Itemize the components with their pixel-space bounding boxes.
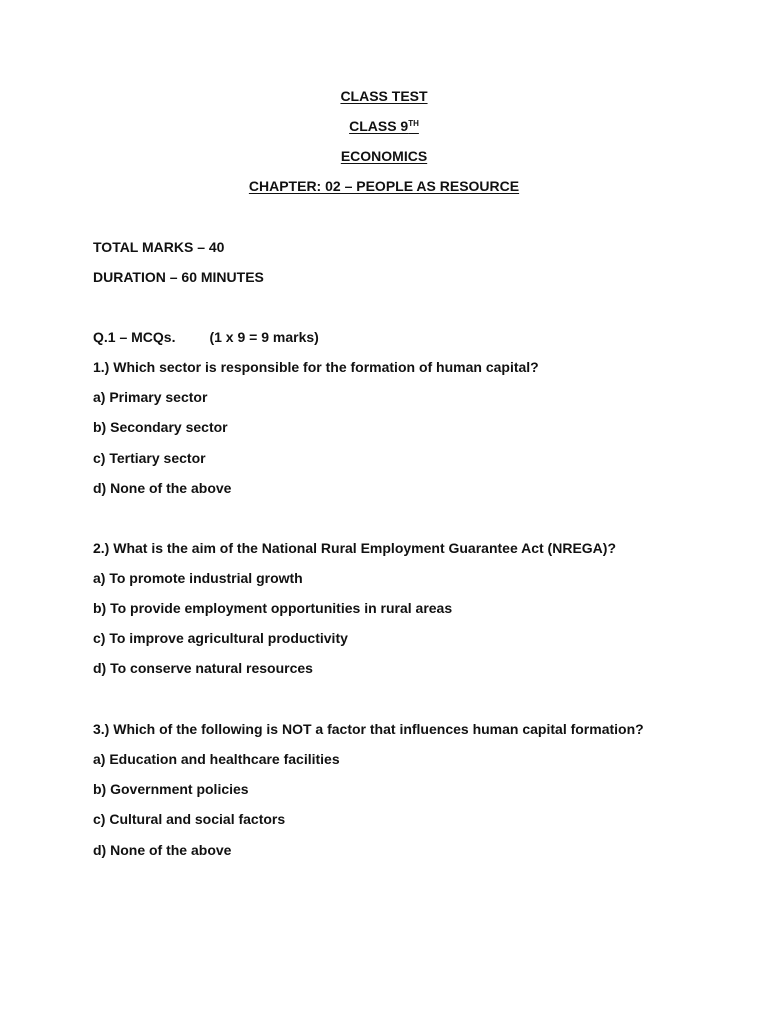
class-number: CLASS 9 <box>349 118 409 134</box>
chapter-line <box>0 177 768 195</box>
duration: DURATION – 60 MINUTES <box>93 269 264 285</box>
test-title: CLASS TEST <box>340 88 428 104</box>
question-2-option-d: d) To conserve natural resources <box>93 660 313 676</box>
question-1: 1.) Which sector is responsible for the formation of human capital? <box>93 359 539 375</box>
question-1-option-d: d) None of the above <box>93 480 232 496</box>
question-1-option-c: c) Tertiary sector <box>93 450 206 466</box>
header-title <box>0 87 768 105</box>
subject-label: ECONOMICS <box>340 148 428 164</box>
subject-line <box>0 147 768 165</box>
question-3-option-b: b) Government policies <box>93 781 249 797</box>
class-line <box>0 117 768 135</box>
question-1-option-a: a) Primary sector <box>93 389 208 405</box>
question-3-option-d: d) None of the above <box>93 842 232 858</box>
section-marks: (1 x 9 = 9 marks) <box>209 329 319 345</box>
section-label: Q.1 – MCQs. <box>93 329 176 345</box>
question-2: 2.) What is the aim of the National Rural Employment Guarantee Act (NREGA)? <box>93 540 616 556</box>
section-heading <box>93 328 319 346</box>
question-1-option-b: b) Secondary sector <box>93 419 228 435</box>
question-3-option-a: a) Education and healthcare facilities <box>93 751 340 767</box>
total-marks: TOTAL MARKS – 40 <box>93 239 225 255</box>
question-3: 3.) Which of the following is NOT a factor that influences human capital formation? <box>93 721 644 737</box>
question-2-option-c: c) To improve agricultural productivity <box>93 630 348 646</box>
question-2-option-a: a) To promote industrial growth <box>93 570 303 586</box>
chapter-label: CHAPTER: 02 – PEOPLE AS RESOURCE <box>248 178 520 194</box>
question-2-option-b: b) To provide employment opportunities in rural areas <box>93 600 453 616</box>
class-label <box>349 118 419 134</box>
class-superscript: TH <box>408 119 419 128</box>
question-3-option-c: c) Cultural and social factors <box>93 811 286 827</box>
